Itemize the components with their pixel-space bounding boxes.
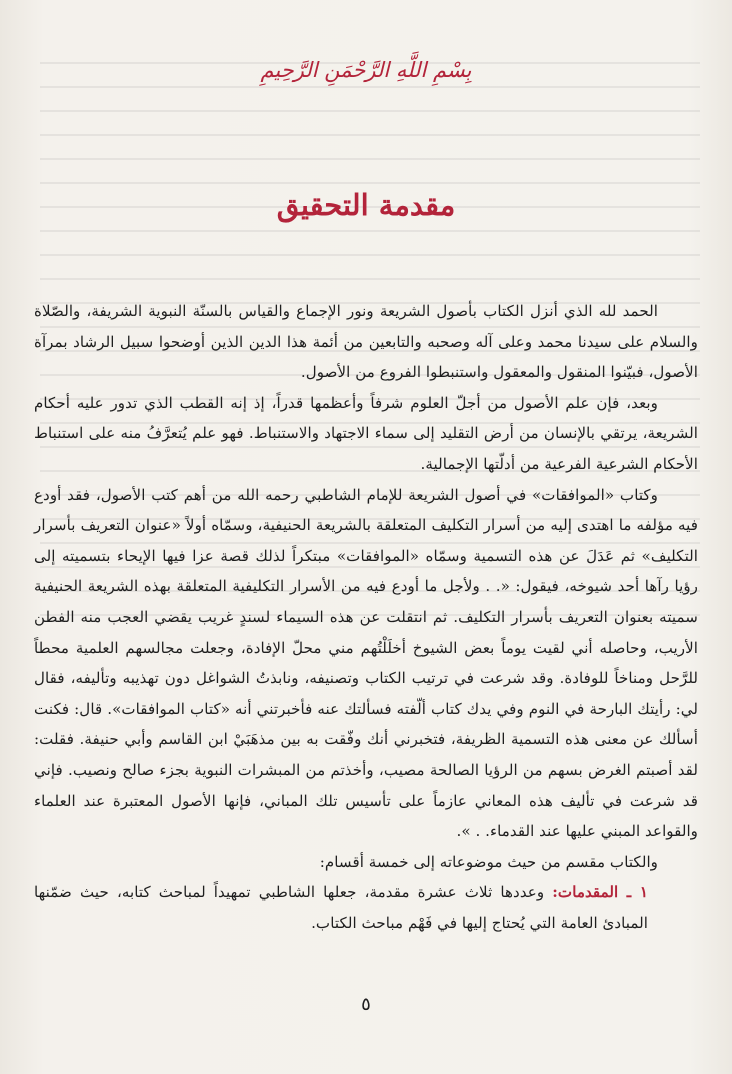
paragraph-muwafaqat: وكتاب «الموافقات» في أصول الشريعة للإمام الشاطبي رحمه الله من أهم كتب الأصول، فقد أودع فيه مؤلفه ما اهتدى إليه من أسرار التكليف المتعلقة بالشريعة الحنيفية، وسمّاه أولاً «عنوان التعريف بأسرار التكليف» ثم عَدَلَ عن هذه التسمية وسمّاه «الموافقات» مبتكراً لذلك قصة عزا فيها الإيحاء بتسميته إلى رؤيا رآها أحد شيوخه، فيقول: «. . ولأجل ما أودع فيه من الأسرار التكليفية المتعلقة بهذه الشريعة الحنيفية سميته بعنوان التعريف بأسرار التكليف. ثم انتقلت عن هذه السيماء لسندٍ غريب يقضي العجب منه الفطن الأريب، وحاصله أني لقيت يوماً بعض الشيوخ أخلَلْتُهم مني محلّ الإفادة، وجعلت مجالسهم العلمية محطاً للرَّحل ومناخاً للوفادة. وقد شرعت في ترتيب الكتاب وتصنيفه، ونابذتُ الشواغل دون تهذيبه وتأليفه، فقال لي: رأيتك البارحة في النوم وفي يدك كتاب ألّفته فسألتك عنه فأخبرتني أنه «كتاب الموافقات». قال: فكنت أسألك عن معنى هذه التسمية الظريفة، فتخبرني أنك وفّقت به بين مذهَبَيْ ابن القاسم وأبي حنيفة. فقلت: لقد أصبتم الغرض بسهم من الرؤيا الصالحة مصيب، وأخذتم من المبشرات النبوية بجزء صالح ونصيب. فإني قد شرعت في تأليف هذه المعاني عازماً على تأسيس تلك المباني، فإنها الأصول المعتبرة عند العلماء والقواعد المبني عليها عند القدماء. . ». [34, 485, 698, 841]
paragraph-usul: وبعد، فإن علم الأصول من أجلّ العلوم شرفاً وأعظمها قدراً، إذ إنه القطب الذي تدور عليه أحكام الشريعة، يرتقي بالإنسان من أرض التقليد إلى سماء الاجتهاد والاستنباط. فهو علم يُتعرَّفُ منه على استنباط الأحكام الشرعية الفرعية من أدلّتها الإجمالية. [34, 393, 698, 473]
paragraph-divisions: والكتاب مقسم من حيث موضوعاته إلى خمسة أقسام: [319, 852, 658, 871]
page-number: ٥ [361, 994, 371, 1015]
section-text: وعددها ثلاث عشرة مقدمة، جعلها الشاطبي تمهيداً لمباحث كتابه، حيث ضمّنها المبادئ العامة التي يُحتاج إليها في فَهْم مباحث الكتاب. [34, 883, 648, 932]
basmala-heading: بِسْمِ اللَّهِ الرَّحْمَنِ الرَّحِيمِ [260, 58, 472, 82]
body-text [34, 296, 698, 938]
section-label: ١ ـ المقدمات: [552, 883, 648, 902]
page-title: مقدمة التحقيق [276, 188, 456, 222]
section-muqaddimat [34, 877, 698, 938]
paragraph-intro: الحمد لله الذي أنزل الكتاب بأصول الشريعة ونور الإجماع والقياس بالسنّة النبوية الشريفة، والصّلاة والسلام على سيدنا محمد وعلى آله وصحبه والتابعين من أئمة هذا الدين الذين أوضحوا سبيل الرشاد بمرآة الأصول، فبيّنوا المنقول والمعقول واستنبطوا الفروع من الأصول. [34, 302, 698, 382]
